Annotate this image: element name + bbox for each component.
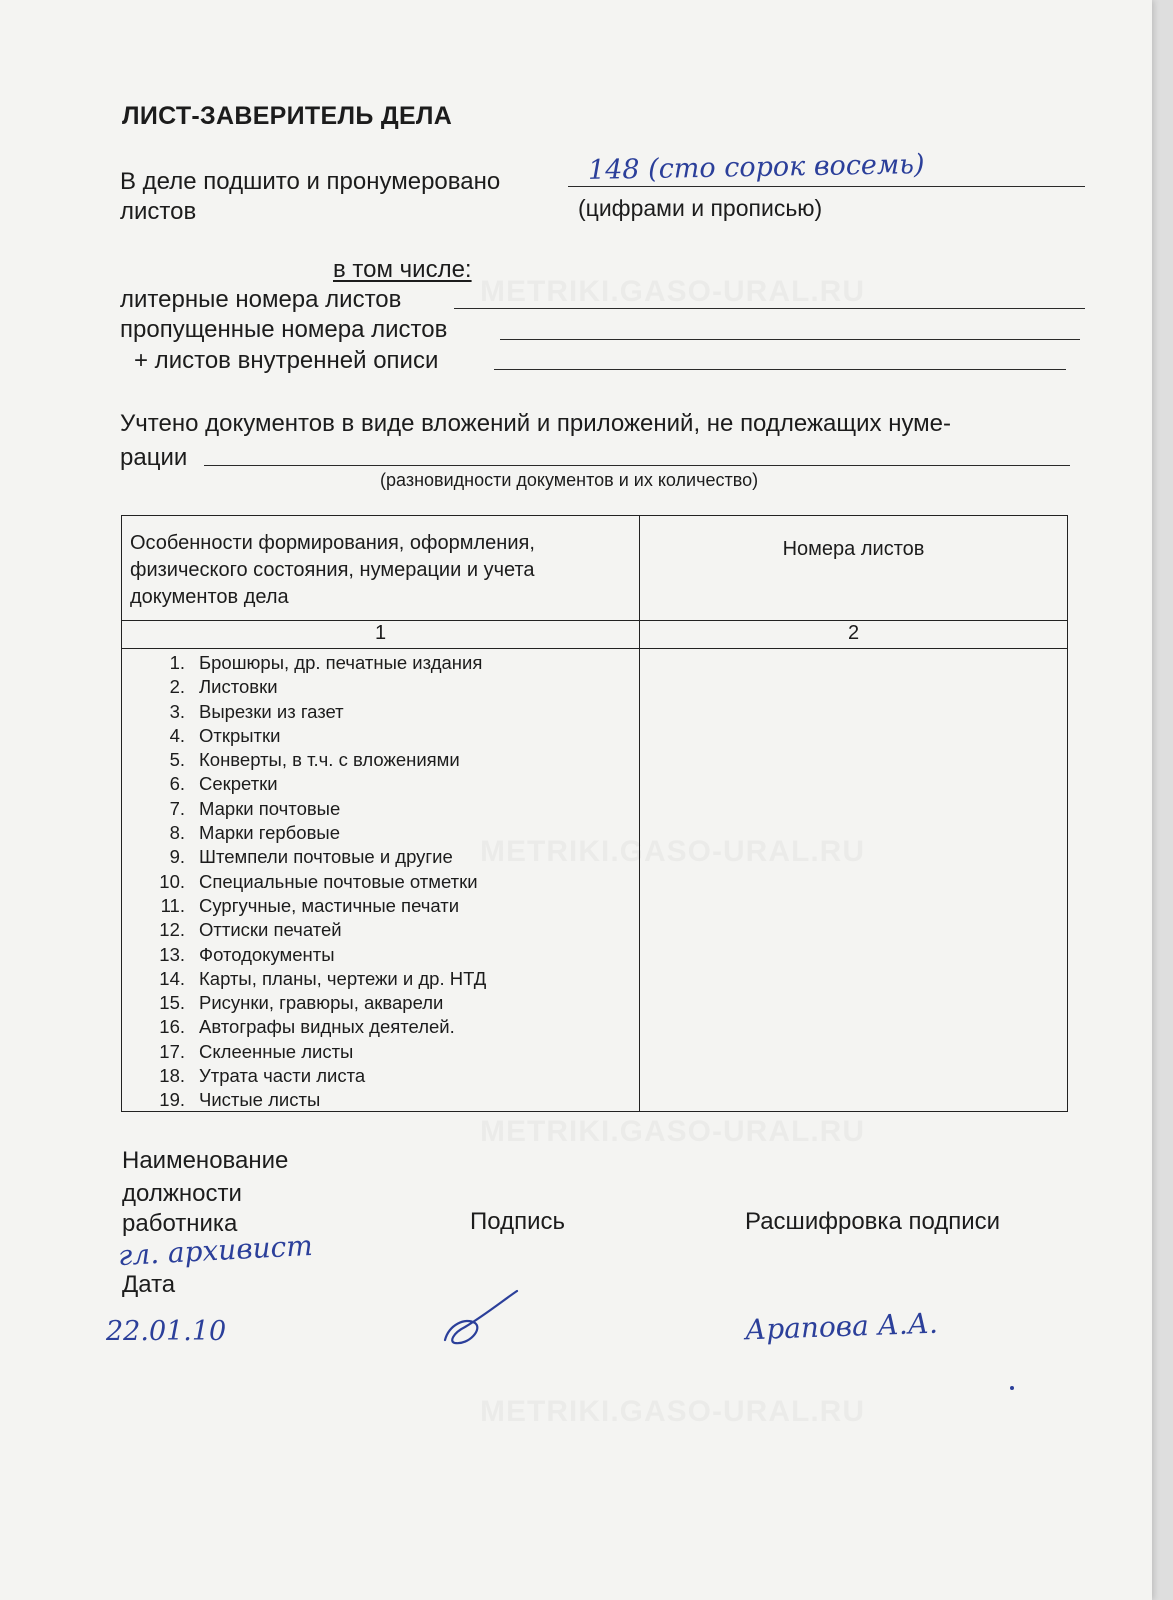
table-item-text: Утрата части листа	[199, 1065, 366, 1087]
literal-numbers-line	[454, 308, 1085, 309]
skipped-numbers-label: пропущенные номера листов	[120, 316, 448, 343]
table-item-list	[122, 651, 637, 1113]
table-item	[122, 724, 637, 748]
table-item-number: 2.	[169, 676, 185, 698]
table-divider	[639, 516, 640, 1111]
table-item-text: Секретки	[199, 773, 278, 795]
table-item-number: 5.	[169, 749, 185, 771]
table-item-text: Рисунки, гравюры, акварели	[199, 992, 444, 1014]
table-item	[122, 1015, 637, 1039]
table-item-text: Специальные почтовые отметки	[199, 870, 478, 892]
table-item-number: 13.	[159, 943, 185, 965]
table-item-number: 16.	[159, 1016, 185, 1038]
position-label-2: должности	[122, 1180, 242, 1207]
including-heading: в том числе:	[333, 256, 472, 283]
table-divider	[122, 648, 1067, 649]
accounted-label: Учтено документов в виде вложений и приложений, не подлежащих нуме-	[120, 410, 952, 437]
inner-inventory-label: + листов внутренней описи	[134, 347, 439, 374]
table-item	[122, 918, 637, 942]
table-item-number: 10.	[159, 870, 185, 892]
table-item-text: Листовки	[199, 676, 278, 698]
table-item-text: Вырезки из газет	[199, 700, 344, 722]
table-item-text: Штемпели почтовые и другие	[199, 846, 453, 868]
handwritten-date: 22.01.10	[106, 1316, 227, 1347]
inner-inventory-line	[494, 369, 1066, 370]
table-item-number: 14.	[159, 967, 185, 989]
table-item	[122, 1088, 637, 1112]
table-item	[122, 967, 637, 991]
filed-hint: (цифрами и прописью)	[578, 195, 823, 221]
accounted-label-2: рации	[120, 444, 188, 471]
signature-label: Подпись	[470, 1208, 565, 1235]
decode-label: Расшифровка подписи	[745, 1208, 1001, 1235]
table-item-text: Марки гербовые	[199, 822, 340, 844]
page-title: ЛИСТ-ЗАВЕРИТЕЛЬ ДЕЛА	[122, 102, 453, 130]
signature-mark	[435, 1285, 525, 1360]
table-item-number: 1.	[169, 652, 185, 673]
table-item	[122, 870, 637, 894]
table-item-number: 19.	[159, 1089, 185, 1111]
table-item	[122, 1040, 637, 1064]
position-label-3: работника	[122, 1210, 238, 1237]
table-item-number: 9.	[169, 846, 185, 868]
ink-dot	[1010, 1386, 1014, 1390]
table-item	[122, 651, 637, 675]
table-item	[122, 1064, 637, 1088]
table-header-col2: Номера листов	[782, 538, 925, 560]
table-item-number: 6.	[169, 773, 185, 795]
watermark	[480, 1395, 865, 1429]
accounted-hint: (разновидности документов и их количество)	[380, 470, 759, 490]
table-item-text: Брошюры, др. печатные издания	[199, 652, 483, 673]
table-item	[122, 821, 637, 845]
table-item-number: 4.	[169, 724, 185, 746]
table-item-text: Конверты, в т.ч. с вложениями	[199, 749, 460, 771]
features-table	[121, 515, 1068, 1112]
filed-label: В деле подшито и пронумеровано	[120, 168, 501, 195]
table-item-text: Склеенные листы	[199, 1040, 354, 1062]
watermark	[480, 1115, 865, 1149]
table-item	[122, 991, 637, 1015]
table-col2-number: 2	[847, 622, 860, 644]
skipped-numbers-line	[500, 339, 1080, 340]
table-item	[122, 845, 637, 869]
table-item	[122, 700, 637, 724]
table-divider	[122, 620, 1067, 621]
accounted-line	[204, 465, 1070, 466]
table-item	[122, 772, 637, 796]
table-item-text: Оттиски печатей	[199, 919, 342, 941]
table-item-text: Автографы видных деятелей.	[199, 1016, 455, 1038]
handwritten-position: гл. архивист	[117, 1228, 314, 1273]
filed-line	[568, 186, 1085, 187]
table-item-text: Чистые листы	[199, 1089, 321, 1111]
filed-handwritten-value: 148 (сто сорок восемь)	[587, 149, 925, 186]
table-item-text: Открытки	[199, 724, 281, 746]
table-item-number: 7.	[169, 797, 185, 819]
table-item	[122, 748, 637, 772]
table-item-text: Карты, планы, чертежи и др. НТД	[199, 967, 487, 989]
table-item-number: 18.	[159, 1065, 185, 1087]
table-item-number: 3.	[169, 700, 185, 722]
table-item-number: 17.	[159, 1040, 185, 1062]
table-item-text: Сургучные, мастичные печати	[199, 894, 460, 916]
table-item	[122, 675, 637, 699]
table-item	[122, 943, 637, 967]
table-item-text: Марки почтовые	[199, 797, 341, 819]
date-label: Дата	[122, 1271, 176, 1298]
table-item	[122, 894, 637, 918]
position-label: Наименование	[122, 1147, 289, 1174]
watermark	[480, 275, 865, 309]
table-item-number: 12.	[159, 919, 185, 941]
filed-label-2: листов	[120, 198, 197, 225]
literal-numbers-label: литерные номера листов	[120, 286, 402, 313]
table-item-text: Фотодокументы	[199, 943, 335, 965]
table-item	[122, 797, 637, 821]
table-item-number: 11.	[160, 894, 185, 916]
table-header-col1: Особенности формирования, оформления, физического состояния, нумерации и учета документов дела	[130, 532, 535, 608]
handwritten-decode: Арапова А.А.	[744, 1306, 939, 1347]
table-item-number: 15.	[159, 992, 185, 1014]
table-col1-number: 1	[374, 622, 387, 644]
table-item-number: 8.	[169, 822, 185, 844]
